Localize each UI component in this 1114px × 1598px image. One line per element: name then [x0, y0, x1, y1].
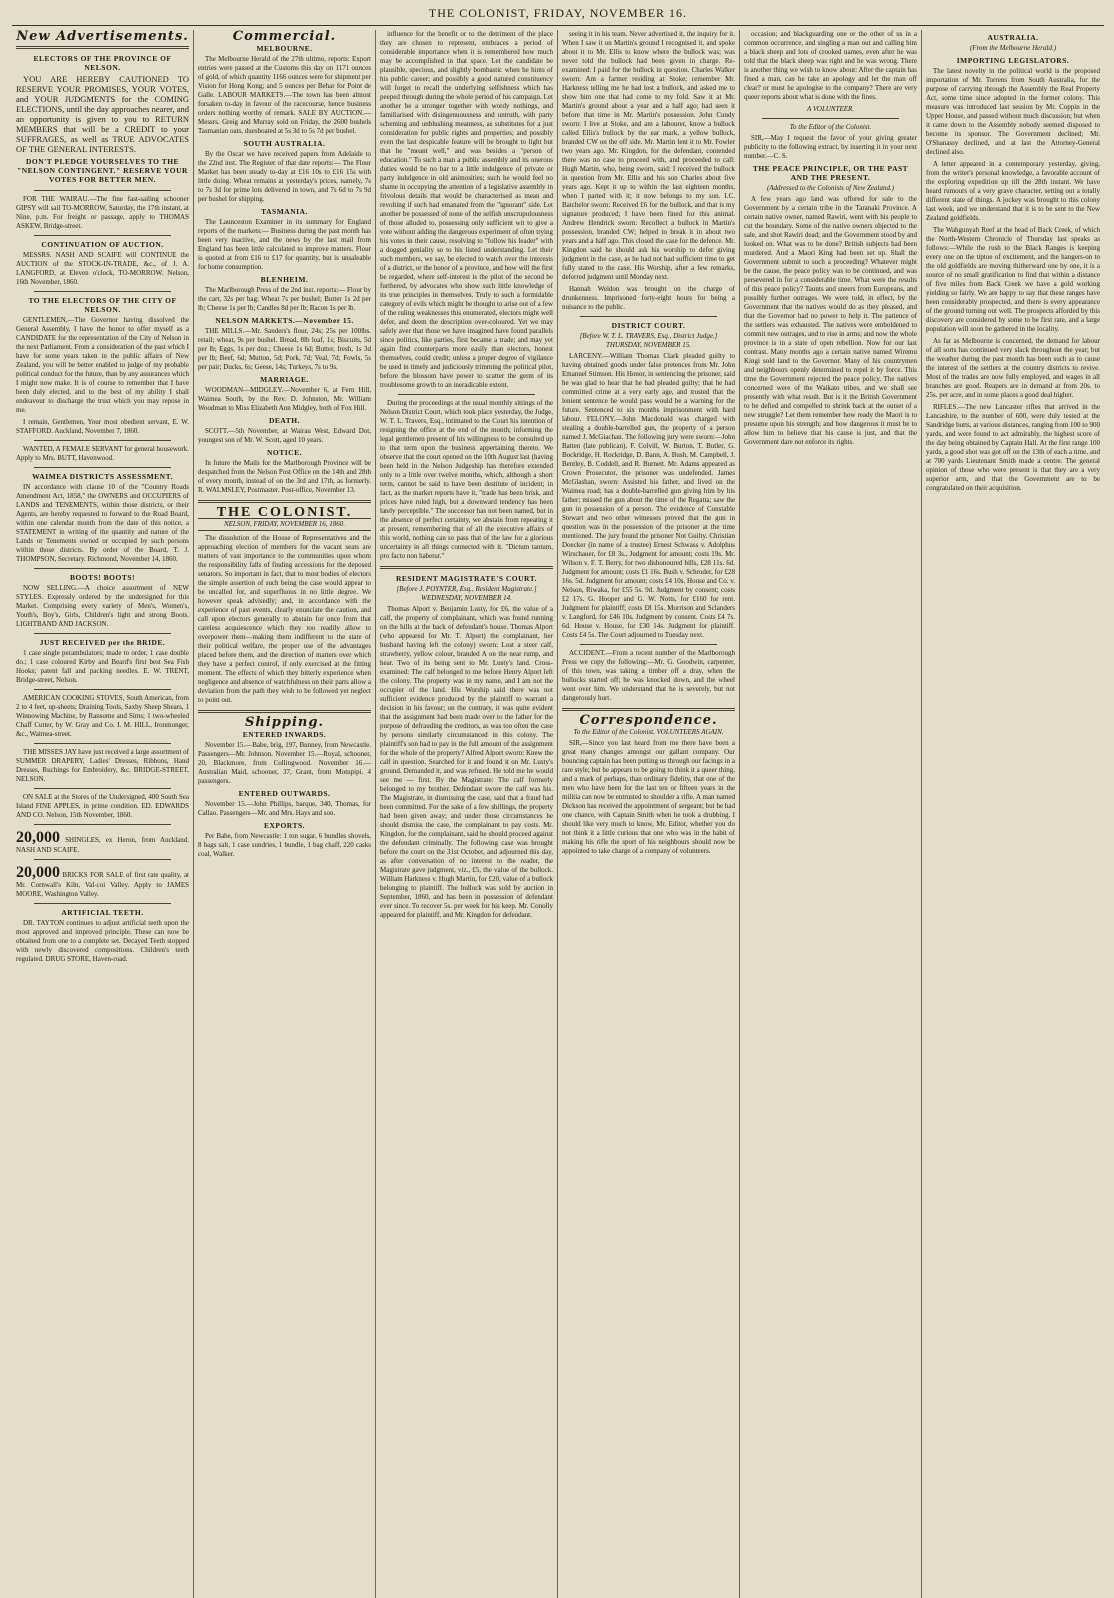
pineapples-ad: ON SALE at the Stores of the Undersigned, 400 South Sea Island FINE APPLES, in prime condition. ED. EDWARDS AND CO. Nelson, 15th November, 1860.	[16, 793, 189, 819]
electors-title: ELECTORS OF THE PROVINCE OF NELSON.	[33, 54, 172, 72]
section-heading-shipping: Shipping.	[245, 715, 324, 730]
district-court-subtitle: [Before W. T. L. TRAVERS, Esq., District Judge.] THURSDAY, NOVEMBER 15.	[579, 332, 718, 349]
wanted-ad: WANTED, A FEMALE SERVANT for general housework. Apply to Mrs. BUTT, Havenwood.	[16, 445, 189, 462]
bricks-text: BRICKS FOR SALE of first rate quality, at Mr. Cornwall's Kiln, Val-coi Valley. Apply to JAMES MOORE, Washington Valley.	[16, 871, 189, 898]
labour-article: As far as Melbourne is concerned, the demand for labour of all sorts has continued very slack throughout the year; but the weather during the past month has been such as to cause the interest of the settlers at the country districts to revive. Most of the trades are now fully employed, and wages in all branches are good. Reapers are in demand at from 20s. to 25s. per acre, and in some places a good deal higher.	[926, 337, 1100, 399]
notice-title: NOTICE.	[267, 448, 302, 457]
district-court-title: DISTRICT COURT.	[611, 321, 686, 330]
markets-title: NELSON MARKETS.—November 15.	[215, 316, 354, 325]
divider	[198, 710, 371, 713]
electors-pledge: DON'T PLEDGE YOURSELVES TO THE "NELSON CONTINGENT." RESERVE YOUR VOTES FOR BETTER MEN.	[17, 157, 188, 184]
section-heading-commercial: Commercial.	[232, 30, 337, 44]
stoves-ad: AMERICAN COOKING STOVES, South American, from 2 to 4 feet, up-sheets; Draining Tools, Saxby Sheep Shears, 1 Winnowing Machine, by Ransome and Sims; 1 two-wheeled Chaff Cutter, by W. Gray and Co. I. M. HILL, Ironmonger, &c., Waimea-street.	[16, 694, 189, 738]
volunteers-letter-continued: occasion; and blackguarding one or the other of us in a common occurrence, and singling a man out and calling him a black sheep and lots of crooked names, even after he was told that the black sheep was right and he was wrong. There is another thing we wish to know about: After the captain has fined a man, can he take an apology and let the man off clear? or must he apologise to the company? There are very queer reports about what is done with the fines.	[744, 30, 917, 101]
boots-ad: NOW SELLING.—A choice assortment of NEW STYLES. Expressly ordered by the undersigned for this Market. Comprising every variety of Men's, Women's, Youth's, Boy's, Girls, Children's light and strong Boots. LIGHTBAND AND JACKSON.	[16, 584, 189, 628]
divider	[380, 566, 553, 569]
teeth-title: ARTIFICIAL TEETH.	[61, 908, 144, 917]
entered-inwards-title: ENTERED INWARDS.	[242, 730, 327, 739]
death-notice: SCOTT.—5th November, at Wairau West, Edward Dot, youngest son of Mr. W. Scott, aged 10 years.	[198, 427, 371, 444]
divider	[34, 568, 171, 569]
columns	[12, 30, 1104, 1598]
divider	[34, 788, 171, 789]
divider	[34, 689, 171, 690]
bride-ad: 1 case single perambulators; made to order, 1 case double do.; 1 case coloured Kirby and Beard's first best Sea Fish Hooks; patent fall and packing needles. E. W. TRENT, Bridge-street, Nelson.	[16, 649, 189, 684]
column-5	[740, 30, 922, 1598]
australia-title: AUSTRALIA.	[987, 33, 1039, 42]
city-electors-body: GENTLEMEN,—The Governor having dissolved the General Assembly, I have the honor to offer myself as a CANDIDATE for the representation of the City of Nelson in the next Parliament. From a consideration of the past which I have for some years taken in the public affairs of New Zealand, you will be better enabled to judge of my probable political conduct for the future, than by any assurances which I might now make. It is of course to remember that I have been duly elected, and to the best of my ability I shall endeavour to discharge the trust which you may repose in me.	[16, 316, 189, 414]
death-title: DEATH.	[269, 416, 300, 425]
leader-article: The dissolution of the House of Representatives and the approaching election of members for the vacant seats are matters of vast importance to the communities upon whom the responsibility falls of finding accessions for the deposed senators. So important in fact, that to most bodies of electors the simple assertion of such being the case would appear to be uncalled for, and superfluous in no little degree. We however speak advisedly; and, in accordance with the experience of past events, clearly enunciate the caution, and call upon electors generally to abstain for once from that careless acquiescence which they too readily allow to overpower them—making them indifferent to the state of their political welfare, the proper use of the advantages placed before them, and the direction of matters over which they have a perfect control, if only exercised at the fitting moment. The effects of which they bitterly experience when negligence and absence of watchfulness on their parts allow a deviation from the path they wish to be followed yet neglect to point out.	[198, 534, 371, 704]
south-australia-title: SOUTH AUSTRALIA.	[243, 139, 326, 148]
electors-notice	[16, 54, 189, 184]
drunkenness-case: Hannah Weldon was brought on the charge of drunkenness. Imprisoned forty-eight hours for being a nuisance to the public.	[562, 285, 735, 311]
rifles-article: RIFLES.—The new Lancaster rifles that arrived in the Lancashire, to the number of 600, were duly tested at the Sandridge butts, at various distances, ranging from 100 to 900 yards, and were found to act admirably, the highest score of the day being obtained by Captain Hall. At the first range 100 yards, a good shot was got off on the 13th of each a time, and at 700 yards Lieutenant Smith made a centre. The general opinion of those who were present is that they are a very superior arm, and that the Government are to be congratulated on their acquisition.	[926, 403, 1100, 492]
editor-letter-subtitle: To the Editor of the Colonist.	[789, 123, 872, 131]
divider	[34, 903, 171, 904]
correspondence-subtitle: To the Editor of the Colonist. VOLUNTEERS AGAIN.	[573, 728, 724, 736]
column-4	[558, 30, 740, 1598]
marriage-notice: WOODMAN—MIDGLEY.—November 6, at Fern Hill, Waimea South, by the Rev. D. Johnston, Mr. William Woodman to Miss Elizabeth Ann Midgley, both of Fox Hill.	[198, 386, 371, 412]
entered-outwards-title: ENTERED OUTWARDS.	[238, 789, 331, 798]
divider	[34, 291, 171, 292]
divider	[562, 708, 735, 711]
waimea-title: WAIMEA DISTRICTS ASSESSMENT.	[32, 472, 173, 481]
tasmania-title: TASMANIA.	[261, 207, 308, 216]
blenheim-report: The Marlborough Press of the 2nd inst. reports:— Flour by the cart, 32s per bag; Wheat 7s per bushel; Butter 1s 2d per lb; Cheese 1s per lb; Candles 8d per lb; Bacon 1s per lb.	[198, 286, 371, 312]
marriage-title: MARRIAGE.	[260, 375, 309, 384]
divider	[34, 859, 171, 860]
mail-notice: In future the Mails for the Marlborough Province will be despatched from the Nelson Post Office on the 14th and 28th of every month, instead of on the 3rd and 17th, as formerly. R. WALMSLEY, Postmaster. Post-office, November 13.	[198, 459, 371, 494]
bricks-count: 20,000	[16, 864, 60, 881]
city-electors-title: TO THE ELECTORS OF THE CITY OF NELSON.	[28, 296, 177, 314]
auction-ad: MESSRS. NASH AND SCAIFE will CONTINUE the AUCTION of the STOCK-IN-TRADE, &c., of J. A. LANGFORD, at Eleven o'clock, TO-MORROW. Nelson, 16th November, 1860.	[16, 251, 189, 286]
peace-principle-subtitle: (Addressed to the Colonists of New Zealand.)	[766, 184, 895, 192]
misses-jay-ad: THE MISSES JAY have just received a large assortment of SUMMER DRAPERY, Ladies' Dresses, Ribbons, Hand Dresses, Ruchings for Embroidery, &c. BRIDGE-STREET, NELSON.	[16, 748, 189, 783]
section-heading-new-advertisements: New Advertisements.	[16, 30, 189, 44]
south-australia-report: By the Oscar we have received papers from Adelaide to the 22nd inst. The Register of that date reports:— The Flour Market has been steady to-day at £16 10s to £16 15s with little doing. Wheat remains at yesterday's prices, namely, 7s to 7s 3d for prime lots delivered in town, and 7s 6d to 7s 9d per bushel for shipping.	[198, 150, 371, 203]
case-continued: seeing it in his team. Never advertised it, the inquiry for it. When I saw it on Martin's ground I recognised it, and spoke about it to Mr. Ellis to know where the bullock was; was never told the bullock had been given in charge. Re-examined: I paid for the bullock in question. Charles Walker sworn: Am a farmer residing at Stoke; remember Mr. Harkness telling me he had lost a bullock, and asked me to show him one that had come to my fold. Saw it at Mr. Martin's ground about a year and a half ago; had seen it before that time in Mr. Martin's possession. John Cundy sworn: I live at Stoke, and am a labourer, know a bullock called Ellis's bullock by the ear mark, a yellow bullock, branded CW on the off side. Mr. Martin lent it to Mr. Fowler two years ago. Mr. Kingdon, for the defendant, contended there was no case to proceed with, and proceeded to call: Hugh Martin, who, being sworn, said: I received the bullock in question from Mr. Ellis and his son Charles about five years ago. Kept it up to within the last eighteen months, when I parted with it; it now belongs to my son. I.C. Batchelor sworn: Received £6 for the bullock, and that is my signature produced; I have been fined for this animal. Andrew Hendrick sworn: Recollect a bullock in Martin's possession, branded CW; helped to break it in about two years and a half ago. This closed the case for the defence. Mr. Kingdon said he should ask his worship to defer giving judgment in the case, as he had not had sufficient time to get fully stated to the case. His Worship, after a few remarks, deferred judgment until Monday next.	[562, 30, 735, 281]
colonist-heading: THE COLONIST.	[216, 505, 353, 520]
divider	[580, 316, 717, 317]
column-3	[376, 30, 558, 1598]
divider	[34, 440, 171, 441]
editor-letter: SIR,—May I request the favor of your giving greater publicity to the following extract, by inserting it in your next number.—C. S.	[744, 134, 917, 160]
district-court-intro: During the proceedings at the usual monthly sittings of the Nelson District Court, which took place yesterday, the Judge, W. T. L. Travers, Esq., intimated to the Court his intention of resigning the office at the end of the month; informing the legal gentlemen present of his willingness to be consulted up to that term upon the business appertaining thereto. We observe that the court opened on the 10th August last (having been held in the Nelson Judgeship has therefore extended only to a little over twelve months, which, although a short term, cannot be said to have been destitute of incident; in fact, as the market reports have it, "trade has been brisk, and prices have ruled high, but a downward tendency has been lately perceptible." The successor has not been named, but in the absence of perfect certainty, we abstain from repeating it at present, remembering that of all the executive affairs of this world, nothing can so pass that of the law for a glorious uncertainty in all things connected with it. "Dictum tantum, pro facto non habetur."	[380, 399, 553, 560]
column-2	[194, 30, 376, 1598]
outwards-list: November 15.—John Phillips, barque, 340, Thomas, for Callao. Passengers—Mr. and Mrs. Hays and son.	[198, 800, 371, 817]
divider	[198, 500, 371, 503]
inwards-list: November 15.—Babe, brig, 197, Bunney, from Newcastle. Passengers—Mr. Johnson. November 15.—Royal, schooner, 20, Blackmore, from Collingwood. November 16.—Australian Maid, schooner, 37, Grant, from Motupipi. 4 passengers.	[198, 741, 371, 785]
exploring-expedition-article: A letter appeared in a contemporary yesterday, giving, from the writer's personal knowledge, a favorable account of the exploring expedition up till the 28th instant. We have heard rumours of a very grave character, setting out a totally different state of things. A jockey was brought to this colony last week, and we understand that it is to be sent to the New Zealand goldfields.	[926, 160, 1100, 222]
divider	[34, 824, 171, 825]
exports-list: Per Babe, from Newcastle: 1 ton sugar, 6 bundles shovels, 8 bags salt, 1 case sundries, 1 bundle, 1 bag chaff, 220 casks coal, Walker.	[198, 832, 371, 858]
divider	[16, 46, 189, 49]
importing-legislators-title: IMPORTING LEGISLATORS.	[956, 56, 1070, 65]
melbourne-report: The Melbourne Herald of the 27th ultimo, reports: Export entries were passed at the Customs this day on 1171 ounces of gold, of which quantity 1166 ounces were for shipment per Vision for Hong Kong; and 5 ounces per Behar for Point de Galle. LABOUR MARKETS.—The town has been almost forsaken to-day in favour of the racecourse, hence business orders nothing worthy of remark. SALE BY AUCTION.—Messrs. Greig and Murray sold on Friday, the 2600 bushels Tasmanian oats, duesboated at 5s 3d to 5s 7d per bushel.	[198, 55, 371, 135]
divider	[34, 743, 171, 744]
divider	[398, 394, 535, 395]
peace-principle-title: THE PEACE PRINCIPLE, OR THE PAST AND THE PRESENT.	[752, 164, 909, 182]
resident-magistrate-report: Thomas Alport v. Benjamin Lusty, for £6, the value of a calf, the property of complainant, which was found running on the hills at the back of defendant's house. Thomas Alport (who appeared for Mr. T. Alport) the complainant, her husband having left the colony) sworn: Lost a steer calf, strawberry, yellow colour, branded A on the near rump, and hear. Two of its being sent to Mr. Lusty's land. Cross-examined: The calf belonged to me before Henry Alport left the colony. The property was in my name, and I am not the occupier of the land. His Worship said there was not sufficient evidence produced by the plaintiff to warrant a decision in his favour; on the contrary, it was quite evident that the assignment had been made over to the father for the purpose of defrauding the creditors, as was too often the case by persons similarly circumstanced in this colony. The plaintiff's son had to pay in the full amount of the assignment for the whole of the property? Alfred Alport sworn: Knew the calf in question. Searched for it and found it on Mr. Lusty's ground. Demanded it, and was refused. He told me he would see me — first. By the Magistrate: The calf formerly belonged to my brother. Defendant swore the calf was his. The Magistrate, in dismissing the case, said that a fraud had been committed. For the sake of a few shillings, the property had been given away; and under those circumstances he should dismiss the case, the complainant to pay costs. Mr. Kingdon, for the complainant, said he should proceed against the defendant criminally. The following case was brought before the court on the 31st October, and adjourned this day, as after conversation of no interest to the reader, the Magistrate gave judgment, viz., £5, the value of the bullock. William Harkness v. Hugh Martin, for £20, value of a bullock belonging to plaintiff. The bullock was sold by auction in September, 1860, and has been in possession of defendant ever since. To recover 5s. per week for his keep. Mr. Conolly appeared for plaintiff, and Mr. Kingdon for defendant.	[380, 605, 553, 919]
shingles-ad	[16, 829, 189, 855]
exports-title: EXPORTS.	[263, 821, 306, 830]
divider	[34, 467, 171, 468]
column-6	[922, 30, 1104, 1598]
divider	[34, 235, 171, 236]
section-heading-correspondence: Correspondence.	[579, 713, 718, 728]
teeth-ad: DR. TAYTON continues to adjust artificial teeth upon the most approved and improved principle. These can now be obtained from one to a complete set. Decayed Teeth stopped with newly discovered compositions. Children's teeth regulated. DRUG STORE, Haven-road.	[16, 919, 189, 963]
volunteer-signature: A VOLUNTEER.	[806, 105, 855, 113]
markets-report: THE MILLS.—Mr. Sanders's flour, 24s; 25s per 100lbs. retail; wheat, 9s per bushel. Bread, 8lb loaf, 1s; Biscuits, 5d per lb; Eggs, 1s per doz.; Cheese 1s 6d; Butter, fresh, 1s 3d per lb; Beef, 6d; Mutton, 5d; Pork, 7d; Veal, 7d; Fowls, 5s per pair; Ducks, 6s; Geese, 14s; Turkeys, 7s to 9s.	[198, 327, 371, 371]
divider	[762, 118, 899, 119]
accident-report: ACCIDENT.—From a recent number of the Marlborough Press we copy the following:—Mr. G. Goodwin, carpenter, of this town, was taking a timber off a dray, when the bullocks started off; he was knocked down, and the wheel went over him. We understand that he is severely, but not dangerously hurt.	[562, 649, 735, 702]
bride-title: JUST RECEIVED per the BRIDE.	[39, 638, 166, 647]
peace-principle-article: A few years ago land was offered for sale to the Government by a certain tribe in the Taranaki Province. A certain native owner, named Rawiri, went with his people to cut the boundary. Some of the native owners objected to the sale, and shot Rawiri dead; and the Government stood by and looked on. What was to be done? British subjects had been murdered. And a Maori King had been set up. Shall the Government submit to such a proceeding? Whatever might be the cause, the peace policy was to be continued, and was persevered in for a considerable time. What were the results of this peace policy? Taunts and sneers from Europeans, and possibly further outrages. We were told, in effect, by the Government that the natives would do as they pleased, and that the Governor had no power to help it. The patience of the settlers was exhausted. The natives were emboldened to commit new outrages, and to rise in arms; and now the whole province is in a state of open rebellion. Now for our last contrast. Many months ago a certain native named Wiremu Kingi sold land to the Governor. Many of his countrymen and neighbours openly determined to repel it by force. This time the Government rejected the peace policy. The natives concerned were of the Waikato tribes, and we shall see presently with what result. But is it the British Government to be defied and compelled to shrink back at the outset of a new struggle? Let them remember how ready the Maori is to presume upon his strength; and how dangerous it must be to allow him to believe that his cause is just, and that the Government dare not enforce its rights.	[744, 195, 917, 446]
australia-subtitle: (From the Melbourne Herald.)	[969, 44, 1057, 52]
leader-continued: influence for the benefit or to the detriment of the place they are chosen to represent, embraces a period of considerable importance when it is remembered how much may be accomplished in that space. Let the candidate be plausible, specious, and slightly bombastic when he hints of his public career; and possibly a good natured constituency will forget to recall the underlying selfishness which has peeped through during the whole period of his campaign. Let another be a stronger together with wordy nothings, and familiarised with disingenuousness and untruth, with party scheming and unblushing meanness, as substitutes for a just consideration for public rights and properties; and possibly even the last despicable feature will be brought to light but that he "meant well," and was besides a "person of education." To such a man a public assembly and its onerous duties would be no bar to a little indulgence of private or party indulgence in old animosities; such he would feel no shame in occupying the attention of a legislative assembly in frivolous details that would be characterised as mean and revolting if such had emanated from the "ignorant" side. Let another be possessed of none of the selfish unscrupulousness of those alluded to, possessing only sufficient wit to give a vote without adding the dangerous experiment of often trying his votes in their cause, resolving to "follow his leader" with a dogged geniality so to his listed understanding. Let their such members, we say, be elected to watch over the interests of a district, or the honor of a province, and how will the first be regarded, where self-interest is the pilot of the second be furthered, by advocates who show such little knowledge of its true principles in themselves. Truly to such a formidable category of evils which might be thought to arise out of a few of the ruling weaknesses this enumerated, electors might well defer, and deem the description over-coloured. Yet we may safely aver that those we have imagined have found parallels since politics, like parties, first became a trade; and may yet again find counterparts more easily than electors, honest themselves, could credit; unless a proper degree of vigilance be used in timely and judiciously trimming the political pilot, before the blossom have power to scatter the germ of its troublesome growth to an ineradicable extent.	[380, 30, 553, 389]
resident-magistrate-title: RESIDENT MAGISTRATE'S COURT.	[395, 574, 538, 583]
goldfields-article: The Wahgunyah Reef at the head of Back Creek, of which the North-Western Chronicle of Thursday last speaks as follows:—While the rush to the Black Ranges is keeping every one on the tiptoe of excitement, and the hangers-on to the old goldfields are moving thitherward one by one, it is a source of no small gratification to find that within a distance of five miles from Back Creek we have a gold working yielding so fairly. We are happy to say that these ranges have been considerably prospected, and there is every appearance of the ground turning out well. The prospects afforded by this discovery are considered by some to be first rate, and a large population will soon be gathered in the locality.	[926, 226, 1100, 333]
waimea-notice: IN accordance with clause 10 of the "Country Roads Amendment Act, 1858," the OWNERS and OCCUPIERS of LANDS and TENEMENTS, within those districts, or their Agents, are hereby requested to forward to the Road Board, within one calendar month from the date of this notice, a STATEMENT in writing of the quantity and nature of the Lands or Tenements owned or occupied by such persons within those districts. By order of the Board, T. J. THOMPSON, Secretary. Richmond, November 14, 1860.	[16, 483, 189, 563]
masthead-title: THE COLONIST, FRIDAY, NOVEMBER 16.	[12, 6, 1104, 26]
divider	[580, 644, 717, 645]
tasmania-report: The Launceston Examiner in its summary for England reports of the markets:— Business during the past month has been very inactive, and the news by the last mail from England has been little calculated to improve matters. Flour is quoted at from £16 to £17 for quantity, but is unsaleable for home consumption.	[198, 218, 371, 271]
divider	[34, 633, 171, 634]
importing-legislators-article: The latest novelty in the political world is the proposed importation of Mr. Torrens from South Australia, for the purpose of carrying through the Assembly the Real Property Act, some time since adopted in the former colony. This measure was introduced last session by Mr. Coppin in the Upper House, and passed without much discussion; but when it came down to the Assembly nobody seemed disposed to become its sponsor. The Government declined; Mr. O'Shanassy declined, and at last the Attorney-General declined also.	[926, 67, 1100, 156]
auction-title: CONTINUATION OF AUCTION.	[41, 240, 164, 249]
city-electors-signature: I remain, Gentlemen, Your most obedient servant, E. W. STAFFORD. Auckland, November 7, 1860.	[16, 418, 189, 435]
district-court-report: LARCENY.—William Thomas Clark pleaded guilty to having obtained goods under false pretences from Mr. John Emanuel Stimson. His Honor, in sentencing the prisoner, said he was glad to hear that he had pleaded guilty; that he had committed crime at a very early age, and trusted that the lenient sentence he would pass would be a warning for the future. Sentenced to six months imprisonment with hard labour. FELONY.—John Macdonald was charged with stealing a double-barrelled gun, the property of a person named J. McGiachan. The following jury were sworn:—John Batten (late publican), F. Colvill, W. Burton, T. Butler, G. Bockridge, H. Rockridge, D. Bann, A. Bush, M. Campbell, J. Bentley, B. Coddell, and R. Burnett. Mr. Adams appeared as Crown Prosecutor, the prisoner was undefended. James McGlashan, sworn: Assisted his father, and lived on the Waimea road; has a double-barrelled gun giving him by his father; missed the gun about the time of the Regatta; saw the gun in possession of a person. The evidence of Constable Stewart and two other witnesses proved that the gun in question was in the possession of the prisoner at the time mentioned. The jury found the prisoner Not Guilty. Christian Doecker (in name of a trustee) Ernest Schwass v. Adolphus Wirschauer, for £8 3s., Judgment for amount; costs 19s. Mr. Wilson v. F. T. Berry, for two dishonoured bills, £28 11s. 6d. Judgment for amount; costs £1 16s. Bush v. Schroder, for £28 16s. 5d. Judgment for amount; costs £4 10s. House and Co. v. Nelson, Riwaka, for £55 5s. 9d. Judgment by consent; costs £2 17s. G. Hooper and G. W. Notts, for £160 for rent. Judgment for plaintiff; costs £8 15s. Morrison and Sclanders v. Langford, for £46 10s. Judgment by consent. Costs £4 7s. 6d. House v. House, for £30 14s. Judgment for plaintiff. Costs £4 5s. The Court adjourned to Tuesday next.	[562, 352, 735, 639]
electors-body: YOU ARE HEREBY CAUTIONED TO RESERVE YOUR PROMISES, YOUR VOTES, and YOUR JUDGMENTS for the COMING ELECTIONS, until the day approaches nearer, and an opportunity is given to you to RETURN MEMBERS that will be a CREDIT to your SUFFRAGES, as well as TRUE ADVOCATES OF THE GENERAL INTERESTS.	[16, 74, 189, 154]
editorial-dateline: NELSON, FRIDAY, NOVEMBER 16, 1860.	[198, 518, 371, 531]
shingles-text: SHINGLES, ex Heron, from Auckland. NASH AND SCAIFE.	[16, 836, 189, 854]
boots-title: BOOTS! BOOTS!	[69, 573, 136, 582]
shingles-count: 20,000	[16, 829, 60, 846]
column-1	[12, 30, 194, 1598]
volunteers-letter: SIR,—Since you last heard from me there have been a great many changes amongst our gallant company. Our bouncing captain has been putting us through our facings in a rare style; but he appears to be going to think it a queer thing, and a mark of perhaps, than ordinary fidelity, that one of the men who have been for the last ten or fifteen years in the militia can now be entrusted to shoulder a rifle. A man named Dickson has received the appointment of sergeant; but he had one chance, with Captain Smith when he took a drubbing. I should like very much to know, Mr. Editor, whether you do not think it a little curious that one who was in the habit of making his rifle the sport of his neighbours should now be appointed to take charge of a company of volunteers.	[562, 739, 735, 855]
bricks-ad	[16, 864, 189, 899]
melbourne-title: MELBOURNE.	[256, 44, 313, 53]
resident-magistrate-subtitle: [Before J. POYNTER, Esq., Resident Magistrate.] WEDNESDAY, NOVEMBER 14.	[396, 585, 537, 602]
divider	[34, 190, 171, 191]
wairau-ad: FOR THE WAIRAU.—The fine fast-sailing schooner GIPSY will sail TO-MORROW, Saturday, the 17th instant, at Nine, p.m. For freight or passage, apply to THOMAS ASKEW, Bridge-street.	[16, 195, 189, 230]
blenheim-title: BLENHEIM.	[260, 275, 309, 284]
